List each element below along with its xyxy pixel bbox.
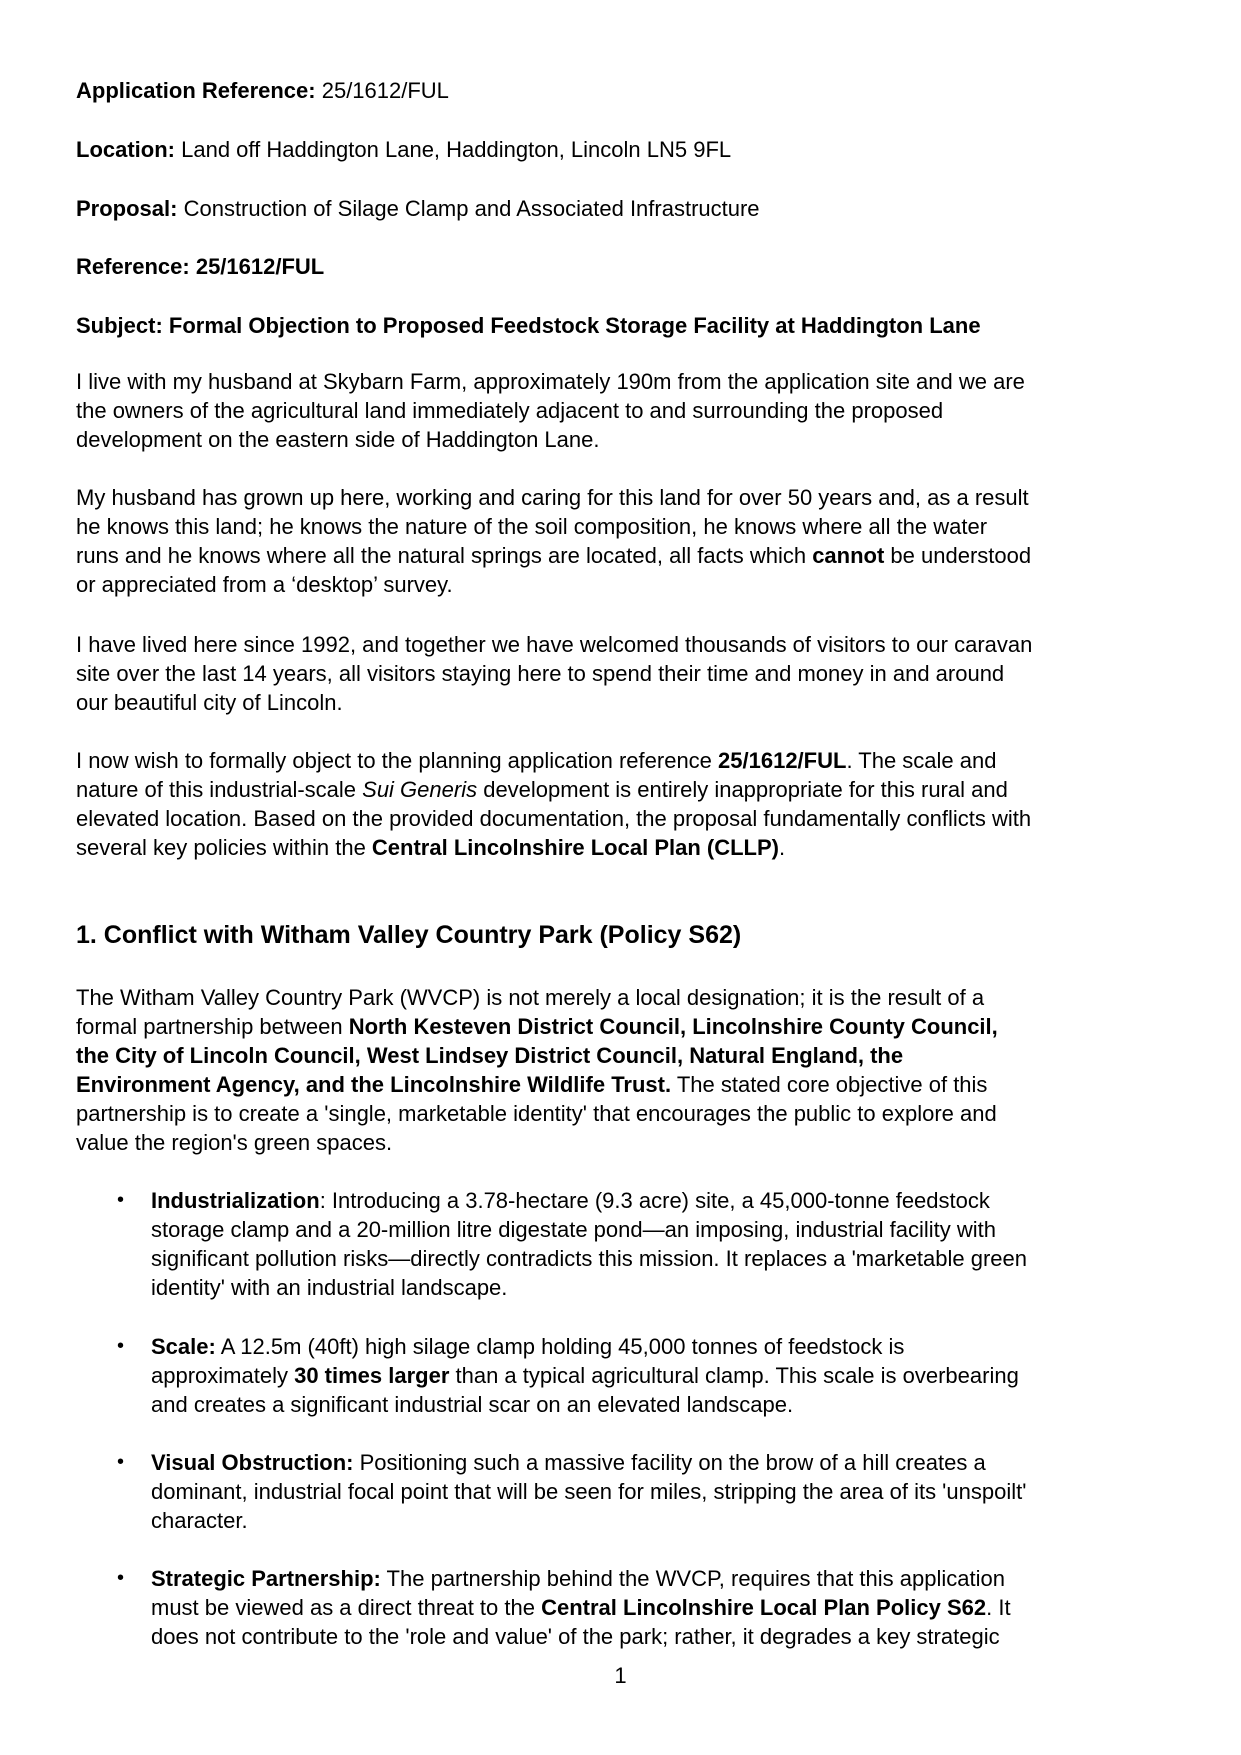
reference — [76, 252, 324, 281]
text-line — [151, 1622, 1011, 1651]
bold-text: Location: — [76, 137, 175, 162]
text-line — [151, 1593, 1011, 1622]
bullet-scale — [117, 1332, 1019, 1419]
text-line — [151, 1332, 1019, 1361]
text: elevated location. Based on the provided documentation, the proposal fundamentally conflicts with — [76, 806, 1032, 831]
paragraph-husband — [76, 483, 1031, 599]
text-line — [76, 1099, 998, 1128]
text: significant pollution risks—directly contradicts this mission. It replaces a 'marketable green — [151, 1246, 1028, 1271]
text-line — [151, 1273, 1027, 1302]
text: our beautiful city of Lincoln. — [76, 690, 343, 715]
text: runs and he knows where all the natural springs are located, all facts which — [76, 543, 813, 568]
text-line — [76, 1041, 998, 1070]
text-line — [76, 630, 1032, 659]
text: 25/1612/FUL — [315, 78, 449, 103]
text: approximately — [151, 1363, 295, 1388]
bold-text: Subject: Formal Objection to Proposed Feedstock Storage Facility at Haddington Lane — [76, 313, 981, 338]
text: My husband has grown up here, working and caring for this land for over 50 years and, as a result — [76, 485, 1029, 510]
text-line — [76, 688, 1032, 717]
bold-text: Application Reference: — [76, 78, 316, 103]
text-line — [151, 1448, 1026, 1477]
proposal — [76, 194, 760, 223]
bold-text: Strategic Partnership: — [151, 1566, 381, 1591]
text: The stated core objective of this — [671, 1072, 988, 1097]
subject — [76, 311, 981, 340]
text-line — [76, 135, 731, 164]
bold-text: Central Lincolnshire Local Plan (CLLP) — [371, 835, 779, 860]
text: I have lived here since 1992, and together we have welcomed thousands of visitors to our caravan — [76, 632, 1033, 657]
text-line — [151, 1186, 1027, 1215]
bold-text: North Kesteven District Council, Lincolnshire County Council, — [348, 1014, 998, 1039]
application-reference — [76, 76, 449, 105]
location — [76, 135, 731, 164]
text-line — [76, 483, 1031, 512]
text: : Introducing a 3.78-hectare (9.3 acre) site, a 45,000-tonne feedstock — [319, 1188, 990, 1213]
bold-text: cannot — [812, 543, 885, 568]
text: I live with my husband at Skybarn Farm, approximately 190m from the application site and we are — [76, 369, 1025, 394]
text: than a typical agricultural clamp. This scale is overbearing — [449, 1363, 1019, 1388]
text-line — [76, 1070, 998, 1099]
text-line — [76, 1128, 998, 1157]
paragraph-objection — [76, 746, 1031, 862]
text: Land off Haddington Lane, Haddington, Lincoln LN5 9FL — [175, 137, 732, 162]
text-line — [151, 1477, 1026, 1506]
text-line — [76, 512, 1031, 541]
bullet-icon: • — [117, 1189, 125, 1211]
text-line — [76, 570, 1031, 599]
text: 1. Conflict with Witham Valley Country Park (Policy S62) — [76, 921, 742, 949]
text: nature of this industrial-scale — [76, 777, 363, 802]
text-line — [151, 1215, 1027, 1244]
paragraph-wvcp — [76, 983, 998, 1157]
page-number: 1 — [614, 1663, 627, 1688]
text-line — [76, 659, 1032, 688]
text: development is entirely inappropriate for this rural and — [477, 777, 1008, 802]
text: The partnership behind the WVCP, requires that this application — [380, 1566, 1005, 1591]
text: identity' with an industrial landscape. — [151, 1275, 508, 1300]
bullet-strategic-partnership — [117, 1564, 1011, 1651]
text-line — [76, 920, 741, 950]
text-line — [76, 311, 981, 340]
bold-text: the City of Lincoln Council, West Lindsey District Council, Natural England, the — [76, 1043, 904, 1068]
text-line — [76, 76, 449, 105]
bold-text: Reference: 25/1612/FUL — [76, 254, 325, 279]
text-line — [76, 541, 1031, 570]
text-line — [76, 804, 1031, 833]
paragraph-caravan — [76, 630, 1032, 717]
bold-text: Industrialization — [151, 1188, 320, 1213]
text: . — [778, 835, 786, 860]
bold-text: Central Lincolnshire Local Plan Policy S62 — [541, 1595, 987, 1620]
text: character. — [151, 1508, 248, 1533]
text: dominant, industrial focal point that will be seen for miles, stripping the area of its 'unspoilt' — [151, 1479, 1027, 1504]
section-heading — [76, 920, 741, 950]
text: he knows this land; he knows the nature of the soil composition, he knows where all the water — [76, 514, 988, 539]
text: value the region's green spaces. — [76, 1130, 393, 1155]
text: the owners of the agricultural land immediately adjacent to and surrounding the proposed — [76, 398, 944, 423]
bold-text: Visual Obstruction: — [151, 1450, 354, 1475]
text-line — [76, 396, 1025, 425]
text: several key policies within the — [76, 835, 372, 860]
text-line — [151, 1361, 1019, 1390]
bullet-icon: • — [117, 1567, 125, 1589]
bullet-icon: • — [117, 1335, 125, 1357]
text: site over the last 14 years, all visitors staying here to spend their time and money in and around — [76, 661, 1005, 686]
text: A 12.5m (40ft) high silage clamp holding 45,000 tonnes of feedstock is — [215, 1334, 905, 1359]
text-line — [151, 1244, 1027, 1273]
text-line — [76, 775, 1031, 804]
paragraph-intro — [76, 367, 1025, 454]
text: formal partnership between — [76, 1014, 349, 1039]
text: Construction of Silage Clamp and Associated Infrastructure — [177, 196, 760, 221]
text: I now wish to formally object to the planning application reference — [76, 748, 719, 773]
bold-text: Environment Agency, and the Lincolnshire Wildlife Trust. — [76, 1072, 672, 1097]
bold-text: 30 times larger — [294, 1363, 450, 1388]
text: Positioning such a massive facility on the brow of a hill creates a — [353, 1450, 986, 1475]
text-line — [151, 1564, 1011, 1593]
text-line — [76, 194, 760, 223]
text: partnership is to create a 'single, marketable identity' that encourages the public to explore and — [76, 1101, 997, 1126]
text-line — [151, 1506, 1026, 1535]
text-line — [76, 367, 1025, 396]
text: storage clamp and a 20-million litre digestate pond—an imposing, industrial facility with — [151, 1217, 996, 1242]
bullet-industrialization — [117, 1186, 1028, 1302]
bold-text: 25/1612/FUL — [718, 748, 847, 773]
bold-text: Scale: — [151, 1334, 216, 1359]
bullet-icon: • — [117, 1451, 125, 1473]
text: The Witham Valley Country Park (WVCP) is not merely a local designation; it is the result of a — [76, 985, 985, 1010]
text: . The scale and — [846, 748, 997, 773]
text: must be viewed as a direct threat to the — [151, 1595, 542, 1620]
bullet-visual-obstruction — [117, 1448, 1027, 1535]
italic-text: Sui Generis — [362, 777, 478, 802]
text: does not contribute to the 'role and value' of the park; rather, it degrades a key strategic — [151, 1624, 1000, 1649]
text-line — [76, 983, 998, 1012]
bold-text: Proposal: — [76, 196, 178, 221]
text-line — [76, 746, 1031, 775]
text: . It — [986, 1595, 1011, 1620]
text-line — [76, 252, 324, 281]
text-line — [151, 1390, 1019, 1419]
text: development on the eastern side of Haddington Lane. — [76, 427, 600, 452]
text-line — [76, 833, 1031, 862]
text: and creates a significant industrial scar on an elevated landscape. — [151, 1392, 794, 1417]
text-line — [76, 1012, 998, 1041]
text: be understood — [884, 543, 1032, 568]
text-line — [76, 425, 1025, 454]
text: or appreciated from a ‘desktop’ survey. — [76, 572, 453, 597]
